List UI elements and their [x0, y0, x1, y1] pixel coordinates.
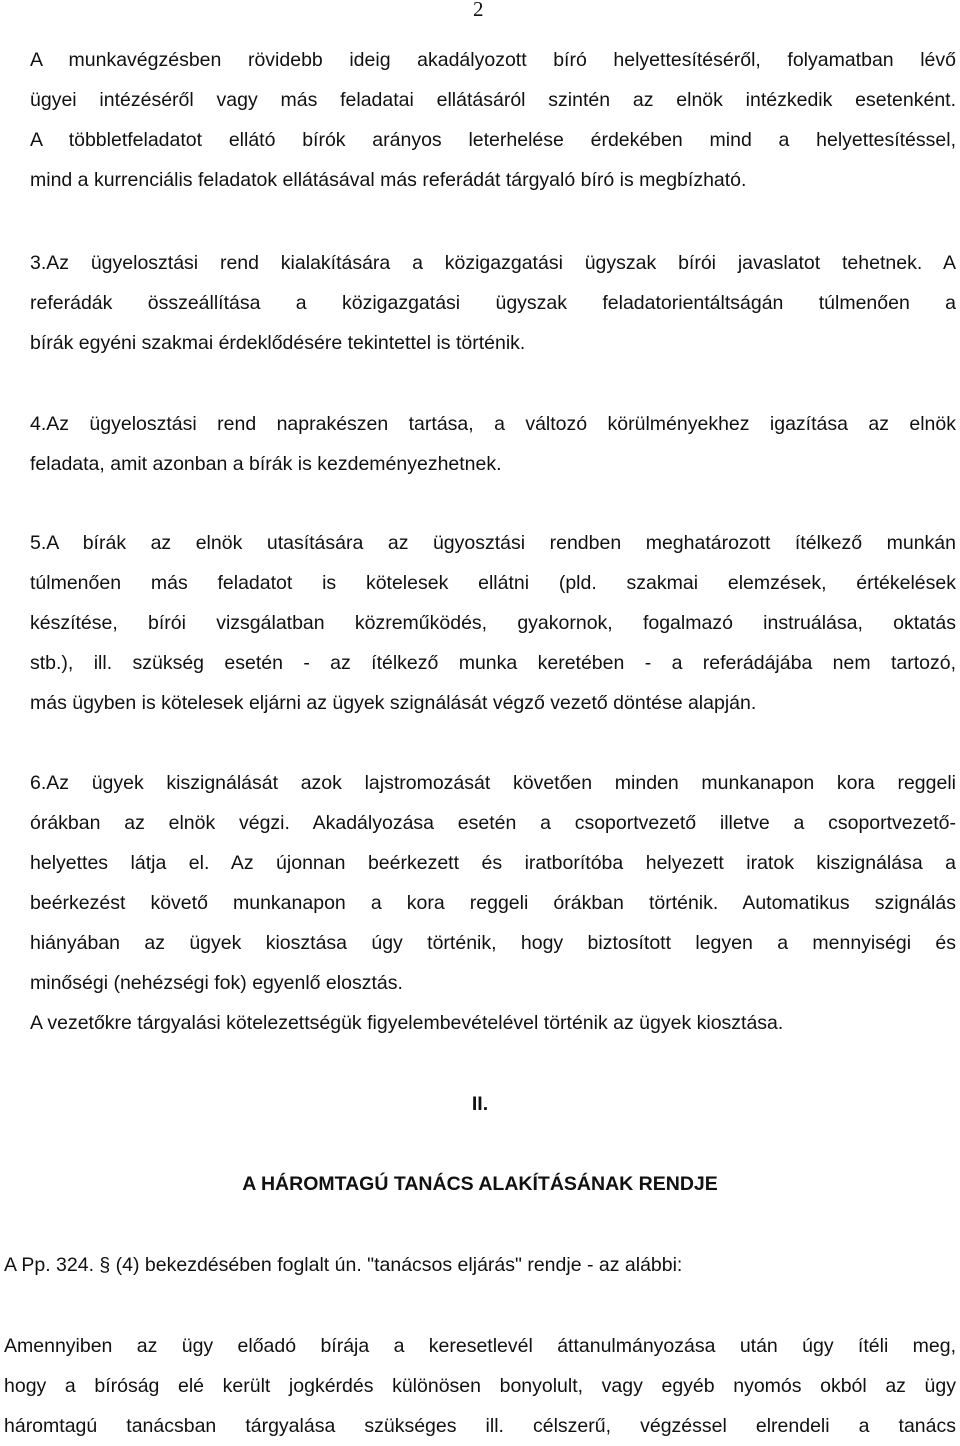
list-item-3: [30, 243, 956, 363]
text-line: minőségi (nehézségi fok) egyenlő elosztás.: [30, 972, 403, 994]
text-line: túlmenően más feladatot is kötelesek ellátni (pld. szakmai elemzések, értékelések: [30, 572, 956, 594]
text-line: A vezetőkre tárgyalási kötelezettségük figyelembevételével történik az ügyek kiosztása.: [30, 1012, 784, 1034]
paragraph-intro: [30, 40, 956, 200]
text-line: bírák egyéni szakmai érdeklődésére tekintettel is történik.: [30, 332, 526, 354]
text-line: A többletfeladatot ellátó bírók arányos leterhelése érdekében mind a helyettesítéssel,: [30, 129, 956, 151]
section-intro: A Pp. 324. § (4) bekezdésében foglalt ún. "tanácsos eljárás" rendje - az alábbi:: [4, 1254, 683, 1276]
text-line: más ügyben is kötelesek eljárni az ügyek szignálását végző vezető döntése alapján.: [30, 692, 757, 714]
text-line: órákban az elnök végzi. Akadályozása esetén a csoportvezető illetve a csoportvezető-: [30, 812, 956, 834]
text-line: stb.), ill. szükség esetén - az ítélkező munka keretében - a referádájába nem tartozó,: [30, 652, 956, 674]
text-line: referádák összeállítása a közigazgatási ügyszak feladatorientáltságán túlmenően a: [30, 292, 956, 314]
text-line: Amennyiben az ügy előadó bírája a keresetlevél áttanulmányozása után úgy ítéli meg,: [4, 1335, 956, 1357]
text-line: 3.Az ügyelosztási rend kialakítására a közigazgatási ügyszak bírói javaslatot tehetnek. A: [30, 252, 956, 274]
text-line: feladata, amit azonban a bírák is kezdeményezhetnek.: [30, 453, 502, 475]
section-intro-block: [4, 1245, 956, 1285]
text-line: hogy a bíróság elé került jogkérdés különösen bonyolult, vagy egyéb nyomós okból az ügy: [4, 1375, 956, 1397]
text-line: helyettes látja el. Az újonnan beérkezett és iratborítóba helyezett iratok kiszignálása a: [30, 852, 956, 874]
section-number-block: [0, 1084, 960, 1124]
text-line: ügyei intézéséről vagy más feladatai ellátásáról szintén az elnök intézkedik esetenként.: [30, 89, 956, 111]
text-line: készítése, bírói vizsgálatban közreműködés, gyakornok, fogalmazó instruálása, oktatás: [30, 612, 956, 634]
text-line: A munkavégzésben rövidebb ideig akadályozott bíró helyettesítéséről, folyamatban lévő: [30, 49, 956, 71]
text-line: mind a kurrenciális feladatok ellátásával más referádát tárgyaló bíró is megbízható.: [30, 169, 747, 191]
list-item-6: [30, 763, 956, 1043]
list-item-4: [30, 404, 956, 484]
page-number: 2: [473, 0, 484, 21]
text-line: 5.A bírák az elnök utasítására az ügyosztási rendben meghatározott ítélkező munkán: [30, 532, 956, 554]
text-line: beérkezést követő munkanapon a kora reggeli órákban történik. Automatikus szignálás: [30, 892, 956, 914]
section-title: A HÁROMTAGÚ TANÁCS ALAKÍTÁSÁNAK RENDJE: [242, 1173, 718, 1195]
text-line: háromtagú tanácsban tárgyalása szükséges ill. célszerű, végzéssel elrendeli a tanács: [4, 1415, 956, 1437]
section-number: II.: [471, 1093, 489, 1115]
text-line: 4.Az ügyelosztási rend naprakészen tartása, a változó körülményekhez igazítása az elnök: [30, 413, 956, 435]
text-line: hiányában az ügyek kiosztása úgy történik, hogy biztosított legyen a mennyiségi és: [30, 932, 956, 954]
section-title-block: [0, 1164, 960, 1204]
list-item-5: [30, 523, 956, 723]
text-line: 6.Az ügyek kiszignálását azok lajstromozását követően minden munkanapon kora reggeli: [30, 772, 956, 794]
section-paragraph: [4, 1326, 956, 1446]
